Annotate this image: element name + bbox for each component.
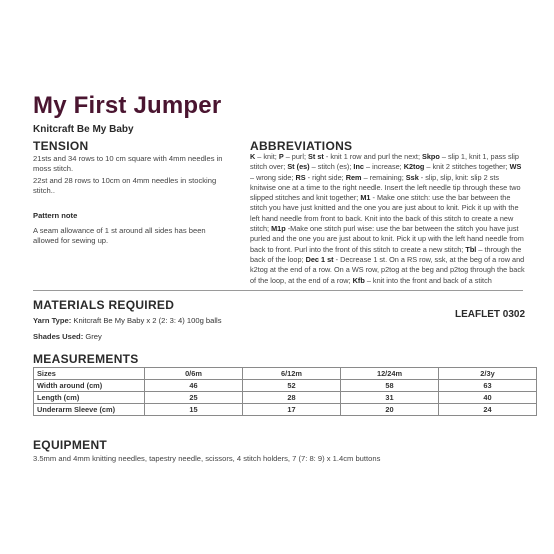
table-cell: 0/6m	[145, 368, 243, 380]
table-cell: 17	[243, 404, 341, 416]
equipment-text: 3.5mm and 4mm knitting needles, tapestry needle, scissors, 4 stitch holders, 7 (7: 8: 9) x 1.4cm buttons	[33, 454, 381, 463]
measurements-table	[33, 367, 537, 416]
table-cell: 15	[145, 404, 243, 416]
pattern-note-heading: Pattern note	[33, 211, 78, 220]
table-cell: 6/12m	[243, 368, 341, 380]
table-cell: Width around (cm)	[34, 380, 145, 392]
materials-heading: MATERIALS REQUIRED	[33, 298, 175, 312]
table-row	[34, 392, 537, 404]
measurements-heading: MEASUREMENTS	[33, 352, 139, 366]
page-title: My First Jumper	[33, 92, 222, 119]
table-cell: 58	[341, 380, 439, 392]
table-cell: Sizes	[34, 368, 145, 380]
yarn-type-label: Yarn Type:	[33, 316, 72, 325]
table-row	[34, 404, 537, 416]
yarn-type-value: Knitcraft Be My Baby x 2 (2: 3: 4) 100g balls	[73, 316, 222, 325]
abbreviations-text: K – knit; P – purl; St st - knit 1 row and purl the next; Skpo – slip 1, knit 1, pass slip stitch over; St (es) – stitch (es); Inc – increase; K2tog – knit 2 stitches together; WS – wrong side; RS - right side; Rem – remaining; Ssk - slip, slip, knit: slip 2 sts knitwise one at a time to the right needle. Insert the left needle tip through these two slipped stitches and knit together; M1 - Make one stitch: use the bar between the stitch you have just knitted and the one you are just about to knit. Pick it up with the left hand needle from front to back. Knit into the back of this stitch to create a new stitch; M1p -Make one stitch purl wise: use the bar between the stitch you have just purled and the one you are just about to knit. Pick it up with the left hand needle from back to front. Purl into the front of this stitch to create a new stitch; Tbl – through the back of the loop; Dec 1 st - Decrease 1 st. On a RS row, ssk, at the beg of a row and k2tog at the end of a row. On a WS row, p2tog at the beg and p2tog through the back of the loop, at the end of a row; Kfb – knit into the front and back of a stitch	[250, 152, 525, 285]
table-cell: 20	[341, 404, 439, 416]
table-cell: 40	[439, 392, 537, 404]
equipment-heading: EQUIPMENT	[33, 438, 108, 452]
table-cell: Length (cm)	[34, 392, 145, 404]
table-row	[34, 380, 537, 392]
tension-heading: TENSION	[33, 139, 89, 153]
table-cell: 28	[243, 392, 341, 404]
shades-line	[33, 332, 102, 341]
table-cell: 24	[439, 404, 537, 416]
table-cell: 31	[341, 392, 439, 404]
table-cell: Underarm Sleeve (cm)	[34, 404, 145, 416]
shades-label: Shades Used:	[33, 332, 84, 341]
table-cell: 2/3y	[439, 368, 537, 380]
yarn-type-line	[33, 316, 222, 325]
table-cell: 25	[145, 392, 243, 404]
tension-text-1: 21sts and 34 rows to 10 cm square with 4mm needles in moss stitch.	[33, 154, 223, 174]
table-cell: 63	[439, 380, 537, 392]
pattern-note-text: A seam allowance of 1 st around all sides has been allowed for sewing up.	[33, 226, 206, 246]
shades-value: Grey	[85, 332, 102, 341]
table-cell: 52	[243, 380, 341, 392]
tension-text-2: 22st and 28 rows to 10cm on 4mm needles in stocking stitch..	[33, 176, 217, 196]
yarn-subtitle: Knitcraft Be My Baby	[33, 124, 134, 135]
table-header-row	[34, 368, 537, 380]
abbreviations-heading: ABBREVIATIONS	[250, 139, 353, 153]
table-cell: 12/24m	[341, 368, 439, 380]
leaflet-number: LEAFLET 0302	[455, 309, 526, 320]
table-cell: 46	[145, 380, 243, 392]
section-divider	[33, 290, 523, 291]
